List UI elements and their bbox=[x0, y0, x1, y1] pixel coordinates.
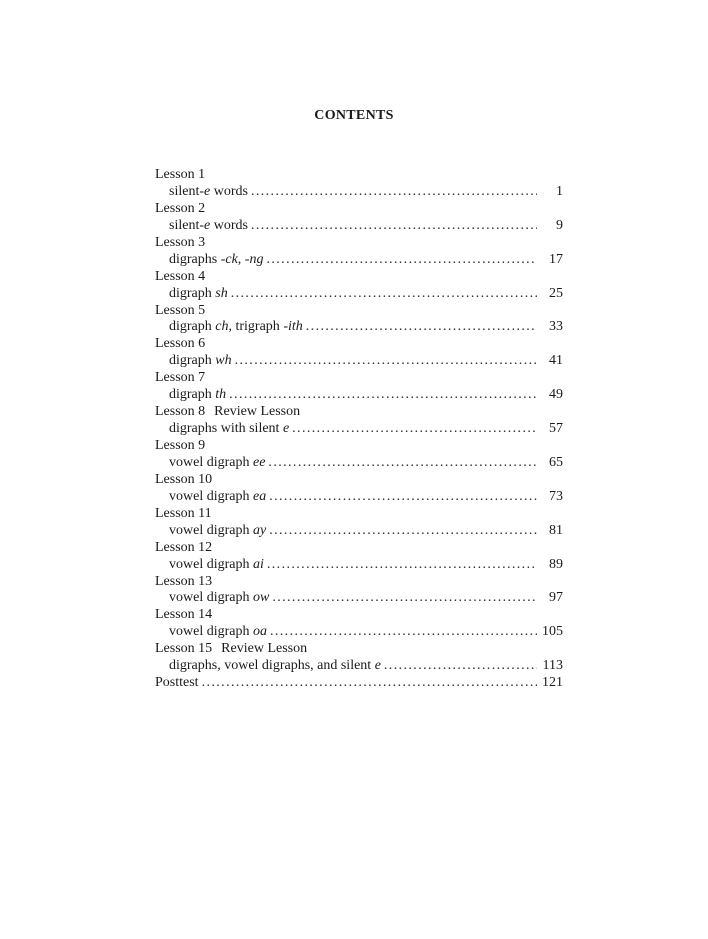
dot-leader bbox=[231, 286, 537, 303]
entry-title: vowel digraph ea bbox=[169, 488, 267, 504]
dot-leader bbox=[306, 319, 537, 336]
page-number: 9 bbox=[556, 217, 563, 233]
dot-leader bbox=[235, 353, 537, 370]
toc-entry bbox=[155, 218, 563, 235]
entry-title: digraph th bbox=[169, 387, 227, 403]
table-of-contents bbox=[155, 167, 563, 692]
page-number: 97 bbox=[549, 590, 563, 606]
lesson-note: Review Lesson bbox=[221, 641, 308, 657]
page-number: 73 bbox=[549, 488, 563, 504]
toc-lesson-heading bbox=[155, 269, 563, 286]
page-number: 121 bbox=[542, 675, 563, 691]
page-number: 17 bbox=[549, 251, 563, 267]
lesson-label: Lesson 13 bbox=[155, 573, 213, 589]
toc-lesson-heading bbox=[155, 201, 563, 218]
toc-entry bbox=[155, 523, 563, 540]
entry-title: digraph wh bbox=[169, 353, 232, 369]
page-number: 81 bbox=[549, 522, 563, 538]
dot-leader bbox=[270, 624, 537, 641]
entry-title: vowel digraph oa bbox=[169, 624, 267, 640]
lesson-label: Lesson 1 bbox=[155, 167, 206, 182]
toc-entry bbox=[155, 286, 563, 303]
toc-lesson-heading bbox=[155, 370, 563, 387]
toc-entry bbox=[155, 421, 563, 438]
lesson-label: Lesson 15 bbox=[155, 641, 213, 657]
toc-lesson-heading bbox=[155, 336, 563, 353]
toc-entry bbox=[155, 387, 563, 404]
toc-entry bbox=[155, 319, 563, 336]
dot-leader bbox=[251, 218, 537, 235]
lesson-label: Lesson 3 bbox=[155, 234, 206, 250]
entry-title: digraphs with silent e bbox=[169, 421, 290, 437]
dot-leader bbox=[251, 184, 537, 201]
toc-entry bbox=[155, 658, 563, 675]
toc-entry bbox=[155, 624, 563, 641]
dot-leader bbox=[269, 523, 537, 540]
page-number: 41 bbox=[549, 353, 563, 369]
toc-entry bbox=[155, 353, 563, 370]
entry-title: vowel digraph ee bbox=[169, 454, 266, 470]
lesson-label: Lesson 10 bbox=[155, 471, 213, 487]
lesson-label: Lesson 12 bbox=[155, 539, 213, 555]
toc-lesson-heading bbox=[155, 506, 563, 523]
toc-entry bbox=[155, 184, 563, 201]
toc-lesson-heading bbox=[155, 607, 563, 624]
toc-posttest-entry bbox=[155, 675, 563, 692]
lesson-label: Lesson 6 bbox=[155, 336, 206, 352]
entry-title: vowel digraph ow bbox=[169, 590, 270, 606]
toc-entry bbox=[155, 489, 563, 506]
toc-lesson-heading bbox=[155, 404, 563, 421]
toc-entry bbox=[155, 455, 563, 472]
entry-title: digraph sh bbox=[169, 285, 228, 301]
lesson-label: Lesson 8 bbox=[155, 404, 206, 420]
lesson-label: Lesson 7 bbox=[155, 370, 206, 386]
toc-lesson-heading bbox=[155, 167, 563, 184]
entry-title: Posttest bbox=[155, 675, 199, 691]
lesson-label: Lesson 14 bbox=[155, 607, 213, 623]
toc-lesson-heading bbox=[155, 438, 563, 455]
toc-entry bbox=[155, 557, 563, 574]
dot-leader bbox=[267, 557, 537, 574]
toc-lesson-heading bbox=[155, 472, 563, 489]
entry-title: silent-e words bbox=[169, 183, 248, 199]
page-number: 49 bbox=[549, 387, 563, 403]
page-title: CONTENTS bbox=[314, 108, 394, 123]
dot-leader bbox=[229, 387, 537, 404]
toc-entry bbox=[155, 590, 563, 607]
page-number: 25 bbox=[549, 285, 563, 301]
toc-entry bbox=[155, 252, 563, 269]
entry-title: silent-e words bbox=[169, 217, 248, 233]
page-number: 113 bbox=[542, 658, 563, 674]
entry-title: digraph ch, trigraph -ith bbox=[169, 319, 303, 335]
dot-leader bbox=[292, 421, 537, 438]
lesson-label: Lesson 9 bbox=[155, 438, 206, 453]
page-number: 33 bbox=[549, 319, 563, 335]
lesson-label: Lesson 5 bbox=[155, 302, 206, 318]
dot-leader bbox=[384, 658, 537, 675]
entry-title: digraphs -ck, -ng bbox=[169, 251, 264, 267]
toc-lesson-heading bbox=[155, 540, 563, 557]
dot-leader bbox=[272, 590, 537, 607]
page-number: 1 bbox=[556, 183, 563, 199]
toc-lesson-heading bbox=[155, 303, 563, 320]
lesson-label: Lesson 4 bbox=[155, 268, 206, 284]
page-number: 65 bbox=[549, 454, 563, 470]
page-number: 57 bbox=[549, 421, 563, 437]
toc-lesson-heading bbox=[155, 641, 563, 658]
dot-leader bbox=[202, 675, 537, 692]
toc-lesson-heading bbox=[155, 574, 563, 591]
dot-leader bbox=[268, 455, 537, 472]
toc-lesson-heading bbox=[155, 235, 563, 252]
dot-leader bbox=[269, 489, 537, 506]
entry-title: digraphs, vowel digraphs, and silent e bbox=[169, 658, 381, 674]
page-number: 105 bbox=[542, 624, 563, 640]
lesson-note: Review Lesson bbox=[214, 404, 301, 420]
dot-leader bbox=[266, 252, 537, 269]
entry-title: vowel digraph ai bbox=[169, 556, 264, 572]
lesson-label: Lesson 11 bbox=[155, 505, 212, 521]
entry-title: vowel digraph ay bbox=[169, 522, 267, 538]
lesson-label: Lesson 2 bbox=[155, 200, 206, 216]
page-number: 89 bbox=[549, 556, 563, 572]
